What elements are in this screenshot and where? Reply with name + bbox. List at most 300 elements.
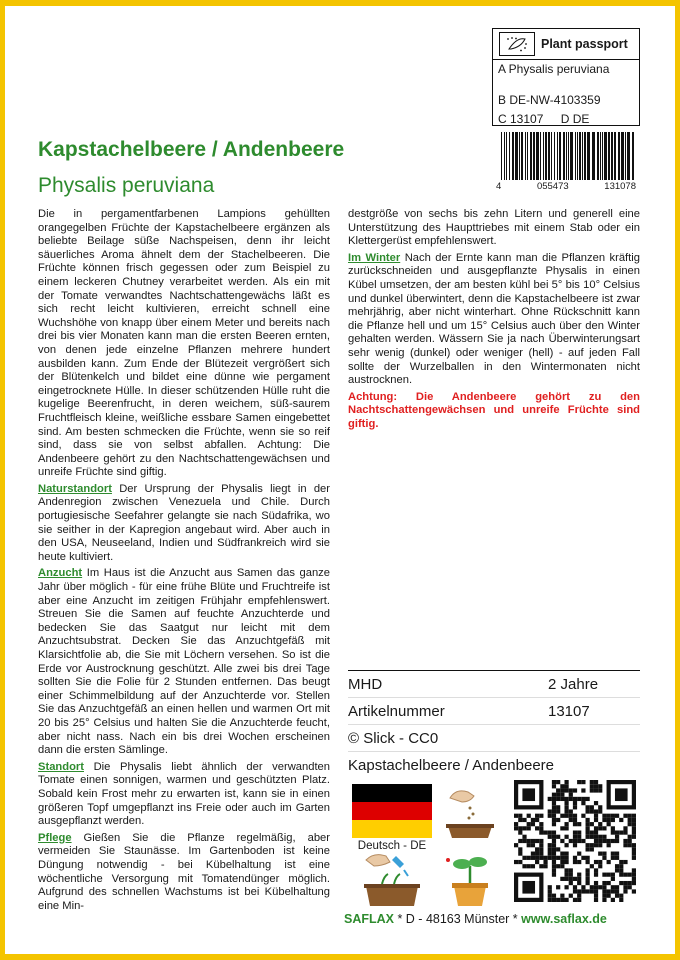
qr-module	[564, 801, 568, 805]
qr-module	[556, 797, 560, 801]
qr-module	[552, 822, 556, 826]
qr-module	[611, 877, 615, 881]
qr-module	[543, 864, 547, 868]
qr-module	[615, 885, 619, 889]
qr-module	[552, 839, 556, 843]
qr-module	[573, 889, 577, 893]
qr-module	[552, 809, 556, 813]
qr-module	[569, 818, 573, 822]
qr-module	[577, 894, 581, 898]
qr-module	[522, 818, 526, 822]
sowing-hand-icon	[440, 784, 500, 838]
qr-module	[619, 881, 623, 885]
qr-module	[518, 839, 522, 843]
qr-module	[514, 843, 518, 847]
qr-module	[632, 889, 636, 893]
qr-module	[594, 843, 598, 847]
qr-module	[548, 830, 552, 834]
barcode-bar	[530, 132, 532, 180]
qr-module	[607, 843, 611, 847]
qr-module	[577, 898, 581, 902]
qr-module	[598, 809, 602, 813]
qr-module	[602, 873, 606, 877]
qr-module	[569, 868, 573, 872]
barcode-bar	[611, 132, 613, 180]
qr-module	[623, 860, 627, 864]
qr-module	[552, 814, 556, 818]
passport-d: D DE	[560, 112, 590, 126]
qr-module	[590, 885, 594, 889]
qr-module	[535, 856, 539, 860]
qr-finder	[522, 788, 535, 801]
qr-module	[573, 835, 577, 839]
qr-module	[590, 864, 594, 868]
qr-module	[560, 864, 564, 868]
qr-module	[527, 822, 531, 826]
barcode-bar	[509, 132, 510, 180]
product-name-short: Kapstachelbeere / Andenbeere	[348, 756, 554, 774]
qr-module	[577, 830, 581, 834]
qr-module	[607, 839, 611, 843]
qr-module	[548, 814, 552, 818]
qr-module	[573, 830, 577, 834]
qr-module	[560, 784, 564, 788]
qr-module	[522, 826, 526, 830]
qr-module	[564, 822, 568, 826]
qr-module	[598, 839, 602, 843]
qr-module	[619, 830, 623, 834]
qr-module	[594, 818, 598, 822]
qr-module	[548, 809, 552, 813]
qr-module	[590, 780, 594, 784]
qr-code[interactable]	[514, 780, 636, 902]
qr-module	[564, 809, 568, 813]
qr-module	[548, 797, 552, 801]
qr-module	[548, 894, 552, 898]
barcode-bar	[577, 132, 578, 180]
qr-module	[632, 830, 636, 834]
qr-module	[535, 839, 539, 843]
qr-module	[632, 826, 636, 830]
qr-module	[594, 873, 598, 877]
qr-module	[586, 805, 590, 809]
qr-module	[611, 818, 615, 822]
article-label: Artikelnummer	[348, 702, 445, 720]
natur-text: Der Ursprung der Physalis liegt in der Andenregion zwischen Venezuela und Chile. Durch portugiesische Seefahrer gelangte sie nach Südafrika, wo sie seither in der Kapregion angebaut wird. Aber auch in den USA, Neuseeland, Indien und Südfrankreich wird sie heute kultiviert.	[38, 482, 330, 563]
qr-module	[556, 856, 560, 860]
frame-top	[0, 0, 680, 6]
qr-module	[586, 809, 590, 813]
qr-module	[552, 847, 556, 851]
qr-module	[556, 788, 560, 792]
qr-module	[522, 864, 526, 868]
article-value: 13107	[548, 702, 590, 720]
qr-module	[535, 826, 539, 830]
winter-text: Nach der Ernte kann man die Pflanzen kräftig zurückschneiden und ausgepflanzte Physalis in einen Kübel umsetzen, der am besten kühl bei 5° bis 10° Celsius und dunkel überwintert, denn die Kapstachelbeere ist zwar mehrjährig, aber nicht winterhart. Ohne Rückschnitt kann die Pflanze hell und um 15° Celsius auch über den Winter gehalten werden. Wässern Sie ja nach Überwinterungsart sehr wenig (dunkel) oder weniger (hell) - auf jeden Fall sollte der Wurzelballen in den Wintermonaten nicht austrocknen.	[348, 251, 640, 387]
standort-keyword: Standort	[38, 760, 84, 773]
qr-module	[598, 784, 602, 788]
qr-module	[598, 822, 602, 826]
qr-module	[569, 873, 573, 877]
qr-module	[632, 822, 636, 826]
qr-module	[594, 889, 598, 893]
qr-module	[594, 868, 598, 872]
qr-module	[590, 788, 594, 792]
qr-module	[607, 814, 611, 818]
language-label: Deutsch - DE	[357, 840, 427, 852]
image-credit: © Slick - CC0	[348, 729, 439, 747]
qr-module	[564, 856, 568, 860]
barcode-bar	[515, 132, 518, 180]
qr-module	[586, 826, 590, 830]
qr-module	[531, 856, 535, 860]
barcode-bar	[548, 132, 550, 180]
qr-module	[552, 864, 556, 868]
qr-module	[564, 826, 568, 830]
barcode-bar	[579, 132, 581, 180]
barcode-bar	[621, 132, 624, 180]
qr-module	[564, 805, 568, 809]
qr-module	[615, 894, 619, 898]
qr-module	[539, 839, 543, 843]
qr-module	[611, 898, 615, 902]
qr-module	[611, 856, 615, 860]
qr-module	[564, 814, 568, 818]
barcode-bar	[563, 132, 565, 180]
qr-module	[564, 860, 568, 864]
qr-module	[564, 898, 568, 902]
qr-module	[560, 852, 564, 856]
qr-module	[581, 839, 585, 843]
qr-module	[514, 814, 518, 818]
qr-module	[611, 885, 615, 889]
winter-keyword: Im Winter	[348, 251, 401, 264]
qr-module	[590, 805, 594, 809]
qr-module	[615, 852, 619, 856]
qr-module	[598, 864, 602, 868]
qr-module	[619, 873, 623, 877]
barcode-digit-first: 4	[496, 181, 502, 192]
qr-module	[548, 889, 552, 893]
qr-module	[560, 894, 564, 898]
qr-module	[594, 881, 598, 885]
qr-module	[586, 797, 590, 801]
qr-module	[611, 826, 615, 830]
qr-module	[623, 885, 627, 889]
barcode-digits-right: 131078	[604, 181, 636, 192]
qr-module	[560, 860, 564, 864]
qr-module	[556, 805, 560, 809]
qr-module	[611, 873, 615, 877]
qr-module	[607, 894, 611, 898]
qr-module	[556, 847, 560, 851]
qr-module	[569, 793, 573, 797]
qr-module	[581, 814, 585, 818]
qr-module	[569, 877, 573, 881]
qr-module	[539, 826, 543, 830]
qr-module	[628, 818, 632, 822]
qr-module	[594, 860, 598, 864]
qr-module	[577, 797, 581, 801]
barcode-bar	[536, 132, 539, 180]
qr-module	[615, 839, 619, 843]
qr-module	[602, 894, 606, 898]
qr-module	[556, 793, 560, 797]
barcode-bar	[587, 132, 590, 180]
barcode-bar	[504, 132, 505, 180]
qr-module	[527, 864, 531, 868]
qr-module	[564, 877, 568, 881]
barcode-bar	[597, 132, 599, 180]
german-flag-icon	[352, 784, 432, 838]
qr-module	[602, 898, 606, 902]
frame-left	[0, 0, 5, 960]
barcode-bar	[533, 132, 535, 180]
qr-module	[569, 809, 573, 813]
qr-module	[556, 809, 560, 813]
qr-module	[548, 843, 552, 847]
barcode-bar	[592, 132, 595, 180]
eu-organic-leaf-icon	[499, 32, 535, 56]
qr-module	[569, 814, 573, 818]
qr-module	[556, 898, 560, 902]
qr-module	[619, 818, 623, 822]
qr-module	[615, 868, 619, 872]
pflege-text: Gießen Sie die Pflanze regelmäßig, aber vermeiden Sie Staunässe. Im Gartenboden ist keine Düngung notwendig - bei Kübelhaltung ist eine wöchentliche Versorgung mit Tomatendünger möglich. Aufgrund des schnellen Wachstums ist bei Kübelhaltung eine Min-	[38, 831, 330, 912]
qr-module	[552, 793, 556, 797]
barcode-bar	[608, 132, 610, 180]
info-row-mhd	[348, 671, 640, 698]
qr-module	[586, 860, 590, 864]
barcode-bar	[557, 132, 558, 180]
qr-module	[598, 805, 602, 809]
qr-module	[531, 839, 535, 843]
qr-module	[573, 839, 577, 843]
qr-module	[560, 877, 564, 881]
qr-module	[527, 814, 531, 818]
qr-module	[535, 860, 539, 864]
qr-module	[628, 835, 632, 839]
qr-module	[586, 818, 590, 822]
qr-module	[623, 830, 627, 834]
qr-module	[623, 873, 627, 877]
seedling-pot-icon	[440, 850, 500, 908]
qr-module	[628, 873, 632, 877]
qr-module	[628, 881, 632, 885]
qr-module	[594, 894, 598, 898]
qr-module	[527, 843, 531, 847]
qr-module	[573, 797, 577, 801]
qr-module	[586, 843, 590, 847]
qr-module	[564, 784, 568, 788]
qr-module	[548, 835, 552, 839]
qr-module	[560, 797, 564, 801]
qr-module	[539, 864, 543, 868]
qr-module	[577, 881, 581, 885]
qr-module	[573, 885, 577, 889]
passport-row-b: B DE-NW-4103359	[498, 93, 601, 107]
qr-module	[552, 873, 556, 877]
qr-module	[539, 822, 543, 826]
footer-brand: SAFLAX	[344, 912, 394, 926]
qr-module	[632, 814, 636, 818]
qr-module	[556, 864, 560, 868]
qr-module	[552, 894, 556, 898]
qr-module	[594, 898, 598, 902]
natur-keyword: Naturstandort	[38, 482, 112, 495]
qr-module	[514, 860, 518, 864]
qr-module	[581, 856, 585, 860]
qr-module	[598, 788, 602, 792]
qr-module	[590, 830, 594, 834]
qr-module	[560, 898, 564, 902]
qr-module	[598, 852, 602, 856]
footer-url[interactable]: www.saflax.de	[521, 912, 607, 926]
qr-module	[619, 898, 623, 902]
qr-module	[564, 868, 568, 872]
qr-module	[560, 814, 564, 818]
qr-module	[560, 793, 564, 797]
qr-module	[598, 860, 602, 864]
qr-module	[573, 877, 577, 881]
qr-module	[552, 818, 556, 822]
qr-module	[586, 835, 590, 839]
qr-module	[577, 822, 581, 826]
barcode-bar	[551, 132, 552, 180]
qr-module	[552, 860, 556, 864]
qr-module	[569, 797, 573, 801]
barcode-bar	[543, 132, 544, 180]
qr-module	[602, 835, 606, 839]
qr-module	[560, 788, 564, 792]
qr-module	[619, 868, 623, 872]
qr-module	[611, 852, 615, 856]
qr-module	[586, 856, 590, 860]
qr-module	[573, 805, 577, 809]
qr-module	[552, 852, 556, 856]
qr-module	[615, 835, 619, 839]
qr-module	[548, 856, 552, 860]
qr-module	[573, 814, 577, 818]
qr-module	[632, 881, 636, 885]
qr-module	[615, 864, 619, 868]
qr-module	[573, 801, 577, 805]
qr-module	[581, 780, 585, 784]
barcode-bar	[512, 132, 514, 180]
barcode-bar	[582, 132, 583, 180]
qr-module	[602, 814, 606, 818]
frame-right	[675, 0, 680, 960]
qr-module	[594, 885, 598, 889]
qr-module	[590, 809, 594, 813]
barcode-bar	[600, 132, 601, 180]
qr-module	[602, 852, 606, 856]
qr-module	[518, 826, 522, 830]
qr-module	[577, 877, 581, 881]
qr-module	[632, 856, 636, 860]
qr-module	[619, 864, 623, 868]
anzucht-text: Im Haus ist die Anzucht aus Samen das ganze Jahr über möglich - für eine frühe Blüte und Fruchtreife ist aber eine Anzucht im zeitigen Frühjahr empfehlenswert. Streuen Sie die Samen auf feuchte Anzuchterde und bedecken Sie das Saatgut nur leicht mit dem Anzuchtsubstrat. Decken Sie das Anzuchtgefäß mit Klarsichtfolie ab, die Sie mit Löchern versehen. So ist die Erde vor Austrocknung geschützt. Alle zwei bis drei Tage sollten Sie die Folie für 2 Stunden entfernen. Das beugt einer Schimmelbildung auf der Anzuchterde vor. Stellen Sie das Anzuchtgefäß an einen hellen und warmen Ort mit 20 bis 25° Celsius und halten Sie die Anzuchterde feucht, aber nicht nass. Nach ein bis drei Wochen erscheinen dann die ersten Sämlinge.	[38, 567, 330, 757]
natur-paragraph	[38, 483, 330, 565]
winter-paragraph	[348, 252, 640, 388]
qr-module	[539, 847, 543, 851]
barcode-bar	[545, 132, 547, 180]
qr-module	[514, 826, 518, 830]
qr-module	[535, 852, 539, 856]
footer-address: * D - 48163 Münster *	[394, 912, 522, 926]
pflege-continued: destgröße von sechs bis zehn Litern und generell eine Unterstützung des Haupttriebes mit einem Stab oder ein Klettergerüst empfehlenswert.	[348, 208, 640, 248]
barcode-bar	[566, 132, 567, 180]
qr-module	[586, 830, 590, 834]
info-row-name	[348, 752, 640, 778]
passport-row-cd	[493, 110, 639, 129]
qr-module	[586, 889, 590, 893]
info-row-credit	[348, 725, 640, 752]
qr-module	[531, 852, 535, 856]
barcode-bar	[618, 132, 620, 180]
barcode-bar	[525, 132, 526, 180]
qr-module	[577, 889, 581, 893]
qr-module	[548, 847, 552, 851]
barcode-digits-left: 055473	[536, 181, 569, 192]
passport-row-a: A Physalis peruviana	[498, 62, 610, 76]
barcode-bar	[614, 132, 616, 180]
qr-module	[548, 852, 552, 856]
qr-module	[560, 856, 564, 860]
qr-module	[522, 856, 526, 860]
qr-module	[556, 818, 560, 822]
qr-module	[548, 885, 552, 889]
standort-paragraph	[38, 761, 330, 829]
qr-module	[552, 830, 556, 834]
qr-module	[607, 889, 611, 893]
qr-module	[573, 860, 577, 864]
qr-module	[619, 894, 623, 898]
barcode-bar	[519, 132, 520, 180]
qr-module	[548, 898, 552, 902]
qr-module	[632, 847, 636, 851]
qr-module	[632, 843, 636, 847]
barcode-bar	[584, 132, 586, 180]
warning-text: Achtung: Die Andenbeere gehört zu den Nachtschattengewächsen und unreife Früchte sind giftig.	[348, 390, 640, 430]
qr-module	[569, 839, 573, 843]
pflege-paragraph	[38, 832, 330, 914]
qr-module	[594, 826, 598, 830]
qr-module	[632, 818, 636, 822]
qr-module	[518, 860, 522, 864]
qr-module	[615, 856, 619, 860]
qr-module	[590, 889, 594, 893]
qr-module	[628, 843, 632, 847]
qr-module	[594, 814, 598, 818]
barcode-bar	[506, 132, 507, 180]
qr-module	[590, 847, 594, 851]
ean-barcode	[495, 132, 637, 187]
passport-c: C 13107	[498, 112, 544, 126]
product-title: Kapstachelbeere / Andenbeere	[38, 138, 345, 161]
qr-module	[539, 856, 543, 860]
qr-module	[543, 830, 547, 834]
barcode-bar	[627, 132, 630, 180]
barcode-bar	[632, 132, 634, 180]
qr-module	[543, 860, 547, 864]
qr-module	[594, 830, 598, 834]
qr-module	[632, 852, 636, 856]
qr-module	[531, 818, 535, 822]
qr-module	[581, 788, 585, 792]
qr-module	[594, 788, 598, 792]
qr-module	[564, 852, 568, 856]
